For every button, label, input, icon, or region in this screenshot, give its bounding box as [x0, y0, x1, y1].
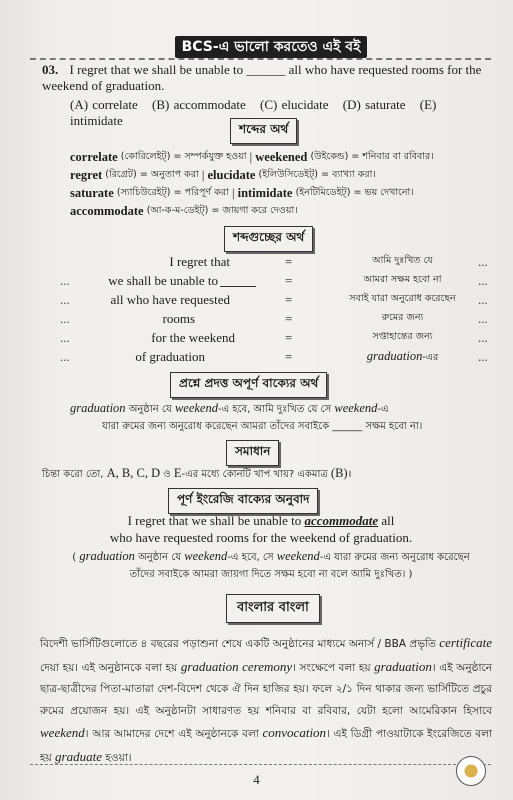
question-text-before: I regret that we shall be unable to — [69, 62, 244, 77]
word-meaning-row: saturate (স্যাচিউরেইট্) = পরিপূর্ণ করা | intimidate (ইনটিমিডেইট্) = ভয় দেখানো। — [70, 186, 414, 200]
meaning: = সম্পর্কযুক্ত হওয়া — [173, 151, 247, 162]
section-phrase-meaning: শব্দগুচ্ছের অর্থ — [224, 226, 313, 252]
word-meaning-row — [70, 202, 490, 220]
phrase-row — [60, 349, 500, 368]
text: । এই অনুষ্ঠানে ছাত্র-ছাত্রীদের পিতা-মাতারা দেশ-বিদেশ থেকে ঐ দিন হাজির হয়। ফলে ২/১ দিন থাকার জন্য ভার্সিটিতে প্রচুর রুমের প্রয়োজন হয়। এই অনুষ্ঠানটা সাধারণত হয় শনিবার বা রবিবার, যেটা হলো আমেরিকান হিসাবে — [40, 661, 492, 717]
option-e: (E) intimidate — [70, 97, 437, 128]
phrase-row — [60, 330, 500, 349]
phrase-row — [60, 273, 500, 292]
section-solution: সমাধান — [226, 440, 279, 466]
term: graduate — [55, 748, 102, 764]
equals-sign: = — [285, 311, 293, 326]
footer-divider — [30, 764, 491, 765]
phrase-bangla-italic: graduation — [366, 349, 423, 363]
text: I regret that we shall be unable to — [127, 513, 305, 528]
dots: ... — [478, 349, 488, 364]
text: -এর মধ্যে কোনটি খাপ খায়? একমাত্র — [181, 469, 331, 480]
section-word-meaning: শব্দের অর্থ — [230, 118, 297, 144]
term: weekend — [276, 549, 320, 563]
text: -এ হবে, সে — [227, 552, 277, 563]
pronunciation: (স্যাচিউরেইট্) — [116, 187, 171, 198]
meaning: = শনিবার বা রবিবার। — [351, 151, 434, 162]
text: দেয়া হয়। এই অনুষ্ঠানকে বলা হয় — [40, 661, 181, 674]
dots: ... — [60, 311, 70, 326]
pronunciation: (রিগ্রেট) — [105, 169, 137, 180]
text: । এই ডিগ্রী পাওয়াটাকে ইংরেজিতে বলা হয় — [40, 728, 492, 764]
dots: ... — [478, 254, 488, 269]
text: অনুষ্ঠান যে — [125, 404, 175, 415]
word: regret — [70, 168, 103, 182]
dots: ... — [60, 330, 70, 345]
text: -এ যারা রুমের জন্য অনুরোধ করেছেন — [319, 552, 470, 563]
word-meaning-row: regret (রিগ্রেট) = অনুতাপ করা | elucidate (ইলিউসিডেইট্) = ব্যাখ্যা করা। — [70, 168, 376, 182]
option-c: (C) elucidate — [260, 97, 329, 112]
dots: ... — [478, 292, 488, 307]
phrase-bangla: আমি দুঃখিত যে — [372, 255, 433, 266]
text: -এ হবে, আমি দুঃখিত যে সে — [217, 404, 335, 415]
equals-sign: = — [285, 330, 293, 345]
phrase-english: for the weekend — [151, 330, 235, 345]
answer-word: accommodate — [304, 513, 379, 528]
text: হওয়া। — [102, 751, 132, 764]
equals-sign: = — [285, 292, 293, 307]
term: weekend — [174, 401, 218, 415]
term: graduation — [79, 549, 135, 563]
word: accommodate — [70, 204, 144, 218]
pronunciation: (কোরিলেইট্) — [120, 151, 171, 162]
term: graduation — [70, 401, 126, 415]
phrase-bangla: রুমের জন্য — [381, 312, 424, 323]
equals-sign: = — [285, 254, 293, 269]
phrase-bangla-suffix: -এর — [422, 352, 439, 363]
word: intimidate — [237, 186, 293, 200]
word: correlate — [70, 150, 118, 164]
pronunciation: (ইনটিমিডেইট্) — [295, 187, 351, 198]
solution-text — [42, 466, 351, 484]
phrase-english: rooms — [162, 311, 195, 326]
dots: ... — [478, 330, 488, 345]
section-incomplete-sentence: প্রশ্নে প্রদত্ত অপূর্ণ বাক্যের অর্থ — [170, 372, 327, 398]
publisher-logo-icon — [456, 756, 486, 786]
pronunciation: (আ-ক-ম-ডেইট্) — [146, 205, 209, 216]
term: weekend — [40, 725, 85, 740]
text: ও — [160, 469, 174, 480]
term: graduation ceremony — [180, 658, 293, 674]
phrase-row — [60, 311, 500, 330]
phrase-english: of graduation — [135, 349, 205, 364]
option-d: (D) saturate — [342, 97, 406, 112]
phrase-bangla — [335, 349, 470, 366]
meaning: = ভয় দেখানো। — [353, 187, 414, 198]
text: all — [378, 513, 395, 528]
text: অনুষ্ঠান যে — [134, 552, 185, 563]
meaning: = ব্যাখ্যা করা। — [321, 169, 376, 180]
text: যারা রুমের জন্য অনুরোধ করেছেন আমরা তাঁদের সবাইকে ______ সক্ষম হবো না। — [102, 421, 423, 432]
bangla-paragraph — [40, 632, 492, 769]
header-divider — [30, 58, 491, 60]
phrase-english: all who have requested — [110, 292, 230, 307]
phrase-bangla: সবাই যারা অনুরোধ করেছেন — [349, 293, 456, 304]
term: weekend — [334, 401, 378, 415]
page-header: BCS-এ ভালো করতেও এই বই — [175, 36, 367, 58]
question-text-after: all who have requested rooms for the weekend of graduation. — [42, 62, 482, 93]
phrase-english: we shall be unable to — [108, 273, 218, 288]
full-sentence — [56, 512, 466, 546]
phrase-table — [60, 254, 500, 368]
text: তাঁদের সবাইকে আমরা জায়গা দিতে সক্ষম হবো না বলে আমি দুঃখিত। ) — [129, 569, 413, 580]
term: graduation — [374, 658, 432, 674]
pronunciation: (উইকেন্ড) — [310, 151, 349, 162]
text: । আর আমাদের দেশে এই অনুষ্ঠানকে বলা — [84, 728, 263, 740]
section-full-translation: পূর্ণ ইংরেজি বাক্যের অনুবাদ — [168, 488, 318, 514]
correct-answer: (B) — [330, 466, 348, 480]
page-number: 4 — [253, 772, 260, 787]
incomplete-sentence-meaning — [70, 400, 490, 435]
word: saturate — [70, 186, 114, 200]
text: বিদেশী ভার্সিটিগুলোতে ৪ বছরের পড়াশুনা শেষে একটি অনুষ্ঠানের মাধ্যমে অনার্স / BBA প্রভৃতি — [40, 638, 440, 650]
word: weekened — [255, 150, 308, 164]
term: weekend — [184, 549, 228, 563]
question-number: 03. — [42, 62, 59, 77]
pronunciation: (ইলিউসিডেইট্) — [258, 169, 319, 180]
phrase-blank — [220, 286, 256, 287]
option-letters: A, B, C, D — [106, 466, 161, 480]
phrase-bangla: আমরা সক্ষম হবো না — [363, 274, 442, 285]
equals-sign: = — [285, 349, 293, 364]
equals-sign: = — [285, 273, 293, 288]
phrase-row — [60, 292, 500, 311]
term: convocation — [262, 725, 327, 740]
dots: ... — [60, 292, 70, 307]
bangla-translation — [56, 548, 486, 583]
meaning: = পরিপূর্ণ করা — [173, 187, 229, 198]
phrase-english: I regret that — [169, 254, 230, 269]
phrase-bangla: সপ্তাহান্তের জন্য — [372, 331, 433, 342]
phrase-row — [60, 254, 500, 273]
meaning: = জায়গা করে দেওয়া। — [211, 205, 298, 216]
word-meaning-list — [70, 148, 490, 220]
text: । সংক্ষেপে বলা হয় — [292, 661, 375, 674]
dots: ... — [60, 273, 70, 288]
question-blank: ______ — [246, 62, 286, 77]
text: । — [347, 469, 352, 480]
word-meaning-row: correlate (কোরিলেইট্) = সম্পর্কযুক্ত হওয়া | weekened (উইকেন্ড) = শনিবার বা রবিবার। — [70, 150, 434, 164]
text: চিন্তা করো তো, — [42, 469, 107, 480]
text: -এ — [377, 404, 389, 415]
term: certificate — [439, 635, 492, 650]
section-bangla: বাংলার বাংলা — [226, 594, 320, 623]
option-b: (B) accommodate — [152, 97, 246, 112]
meaning: = অনুতাপ করা — [139, 169, 199, 180]
dots: ... — [60, 349, 70, 364]
word: elucidate — [207, 168, 256, 182]
text: ( — [72, 552, 80, 563]
dots: ... — [478, 311, 488, 326]
option-letter: E — [173, 466, 182, 480]
text: who have requested rooms for the weekend of graduation. — [109, 530, 413, 545]
option-a: (A) correlate — [70, 97, 138, 112]
dots: ... — [478, 273, 488, 288]
